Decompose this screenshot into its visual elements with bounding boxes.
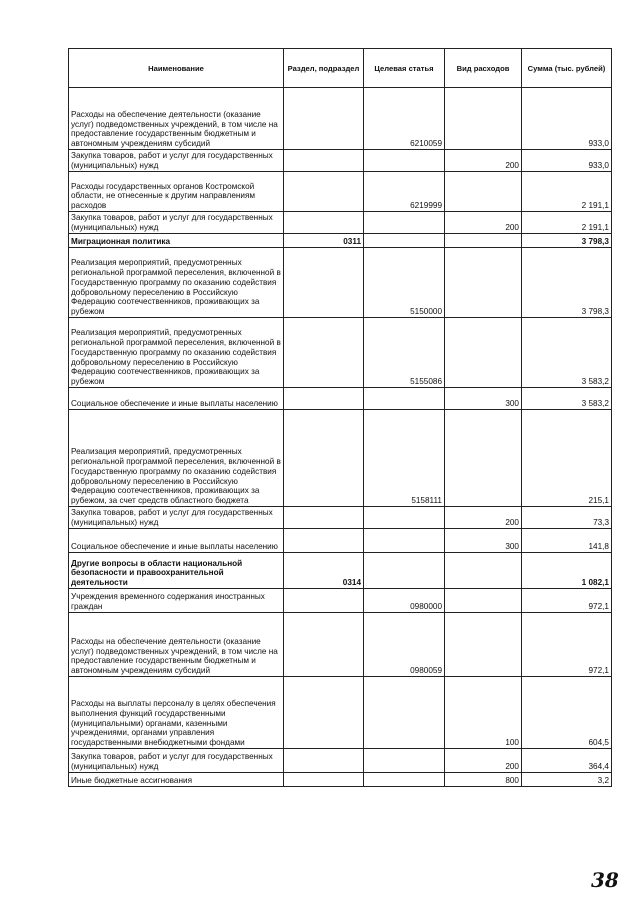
cell-sum: 141,8 — [522, 529, 612, 553]
cell-name: Миграционная политика — [69, 234, 284, 248]
cell-name: Реализация мероприятий, предусмотренных региональной программой переселения, включенной в Государственную программу по оказанию содействия добровольному переселению в Российскую Федерацию соотечественников, проживающих за рубежом, за счет средств областного бюджета — [69, 410, 284, 507]
table-row — [69, 318, 612, 388]
cell-sum: 364,4 — [522, 749, 612, 773]
table-row — [69, 529, 612, 553]
table-row — [69, 212, 612, 234]
cell-name: Иные бюджетные ассигнования — [69, 773, 284, 787]
cell-sum: 215,1 — [522, 410, 612, 507]
cell-target: 5158111 — [364, 410, 445, 507]
cell-type: 300 — [445, 529, 522, 553]
cell-section: 0314 — [284, 553, 364, 589]
cell-name: Закупка товаров, работ и услуг для государственных (муниципальных) нужд — [69, 150, 284, 172]
header-target: Целевая статья — [364, 49, 445, 88]
table-row — [69, 507, 612, 529]
cell-section — [284, 212, 364, 234]
cell-type — [445, 172, 522, 212]
cell-type — [445, 248, 522, 318]
cell-type — [445, 613, 522, 677]
cell-section — [284, 318, 364, 388]
table-row — [69, 410, 612, 507]
cell-section: 0311 — [284, 234, 364, 248]
cell-section — [284, 677, 364, 749]
cell-name: Расходы на обеспечение деятельности (оказание услуг) подведомственных учреждений, в том числе на предоставление государственным бюджетным и автономным учреждениям субсидий — [69, 88, 284, 150]
cell-section — [284, 172, 364, 212]
cell-target — [364, 388, 445, 410]
cell-type — [445, 589, 522, 613]
cell-target: 5155086 — [364, 318, 445, 388]
cell-name: Закупка товаров, работ и услуг для государственных (муниципальных) нужд — [69, 212, 284, 234]
table-row — [69, 248, 612, 318]
table-row — [69, 773, 612, 787]
table-header — [69, 49, 612, 88]
cell-type — [445, 88, 522, 150]
header-section: Раздел, подраздел — [284, 49, 364, 88]
cell-sum: 933,0 — [522, 88, 612, 150]
cell-target — [364, 507, 445, 529]
table-row — [69, 589, 612, 613]
cell-section — [284, 88, 364, 150]
cell-target — [364, 677, 445, 749]
cell-target — [364, 234, 445, 248]
table-row — [69, 749, 612, 773]
cell-section — [284, 613, 364, 677]
cell-type — [445, 553, 522, 589]
table-body — [69, 88, 612, 787]
cell-target: 0980000 — [364, 589, 445, 613]
cell-name: Расходы на выплаты персоналу в целях обеспечения выполнения функций государственными (муниципальными) органами, казенными учреждениями, органами управления государственными внебюджетными фондами — [69, 677, 284, 749]
cell-target — [364, 150, 445, 172]
cell-section — [284, 507, 364, 529]
table-row — [69, 388, 612, 410]
cell-sum: 3 583,2 — [522, 318, 612, 388]
cell-type — [445, 318, 522, 388]
cell-sum: 972,1 — [522, 613, 612, 677]
cell-name: Социальное обеспечение и иные выплаты населению — [69, 529, 284, 553]
cell-target — [364, 773, 445, 787]
cell-section — [284, 773, 364, 787]
table-row — [69, 234, 612, 248]
cell-name: Учреждения временного содержания иностранных граждан — [69, 589, 284, 613]
cell-target: 5150000 — [364, 248, 445, 318]
cell-type: 800 — [445, 773, 522, 787]
header-sum: Сумма (тыс. рублей) — [522, 49, 612, 88]
cell-type: 200 — [445, 507, 522, 529]
cell-name: Закупка товаров, работ и услуг для государственных (муниципальных) нужд — [69, 749, 284, 773]
cell-section — [284, 248, 364, 318]
cell-type — [445, 234, 522, 248]
cell-sum: 3,2 — [522, 773, 612, 787]
table-row — [69, 677, 612, 749]
cell-section — [284, 529, 364, 553]
page-number: 38 — [591, 868, 619, 892]
budget-table — [68, 48, 612, 787]
cell-type: 100 — [445, 677, 522, 749]
cell-name: Реализация мероприятий, предусмотренных региональной программой переселения, включенной в Государственную программу по оказанию содействия добровольному переселению в Российскую Федерацию соотечественников, проживающих за рубежом — [69, 248, 284, 318]
cell-sum: 3 798,3 — [522, 248, 612, 318]
table-row — [69, 553, 612, 589]
cell-section — [284, 410, 364, 507]
cell-target: 6219999 — [364, 172, 445, 212]
table-row — [69, 88, 612, 150]
cell-sum: 604,5 — [522, 677, 612, 749]
cell-target: 6210059 — [364, 88, 445, 150]
cell-name: Реализация мероприятий, предусмотренных региональной программой переселения, включенной в Государственную программу по оказанию содействия добровольному переселению в Российскую Федерацию соотечественников, проживающих за рубежом — [69, 318, 284, 388]
cell-type: 200 — [445, 212, 522, 234]
cell-sum: 3 583,2 — [522, 388, 612, 410]
table-row — [69, 613, 612, 677]
header-type: Вид расходов — [445, 49, 522, 88]
cell-section — [284, 589, 364, 613]
cell-name: Расходы на обеспечение деятельности (оказание услуг) подведомственных учреждений, в том числе на предоставление государственным бюджетным и автономным учреждениям субсидий — [69, 613, 284, 677]
cell-sum: 73,3 — [522, 507, 612, 529]
cell-name: Закупка товаров, работ и услуг для государственных (муниципальных) нужд — [69, 507, 284, 529]
cell-sum: 1 082,1 — [522, 553, 612, 589]
table-row — [69, 150, 612, 172]
cell-name: Расходы государственных органов Костромской области, не отнесенные к другим направлениям расходов — [69, 172, 284, 212]
cell-type — [445, 410, 522, 507]
cell-type: 300 — [445, 388, 522, 410]
cell-sum: 2 191,1 — [522, 212, 612, 234]
table-row — [69, 172, 612, 212]
cell-target — [364, 553, 445, 589]
cell-target — [364, 529, 445, 553]
cell-name: Социальное обеспечение и иные выплаты населению — [69, 388, 284, 410]
cell-sum: 3 798,3 — [522, 234, 612, 248]
cell-target — [364, 212, 445, 234]
cell-sum: 933,0 — [522, 150, 612, 172]
cell-type: 200 — [445, 749, 522, 773]
cell-type: 200 — [445, 150, 522, 172]
cell-section — [284, 150, 364, 172]
header-name: Наименование — [69, 49, 284, 88]
cell-sum: 972,1 — [522, 589, 612, 613]
cell-target — [364, 749, 445, 773]
cell-target: 0980059 — [364, 613, 445, 677]
cell-name: Другие вопросы в области национальной безопасности и правоохранительной деятельности — [69, 553, 284, 589]
cell-sum: 2 191,1 — [522, 172, 612, 212]
cell-section — [284, 388, 364, 410]
cell-section — [284, 749, 364, 773]
